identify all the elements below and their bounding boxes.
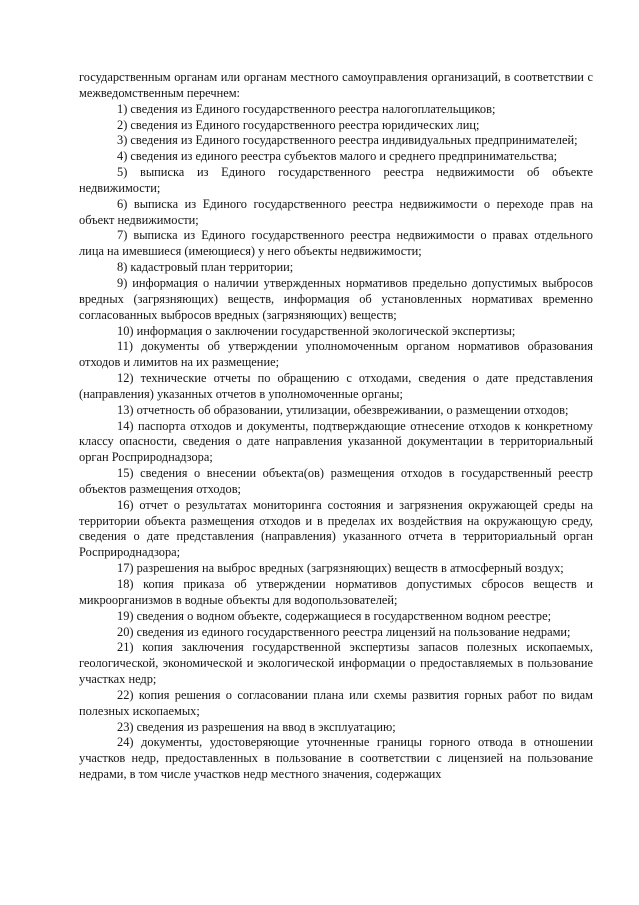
list-item-9: 9) информация о наличии утвержденных нормативов предельно допустимых выбросов вредных (загрязняющих) веществ, информация об установленных нормативах временно согласованных выбросов вредных (загрязняющих) веществ; bbox=[79, 275, 593, 322]
list-item-15: 15) сведения о внесении объекта(ов) размещения отходов в государственный реестр объектов размещения отходов; bbox=[79, 466, 593, 496]
list-item-21: 21) копия заключения государственной экспертизы запасов полезных ископаемых, геологической, экономической и экологической информации о предоставляемых в пользование участках недр; bbox=[79, 640, 593, 687]
list-item-16: 16) отчет о результатах мониторинга состояния и загрязнения окружающей среды на территории объекта размещения отходов и в пределах их воздействия на окружающую среду, сведения о дате представления (направления) указанного отчета в территориальный орган Росприроднадзора; bbox=[79, 497, 593, 560]
list-item-20: 20) сведения из единого государственного реестра лицензий на пользование недрами; bbox=[117, 624, 571, 639]
list-item-2: 2) сведения из Единого государственного реестра юридических лиц; bbox=[117, 117, 480, 132]
list-item-11: 11) документы об утверждении уполномоченным органом нормативов образования отходов и лимитов на их размещение; bbox=[79, 339, 593, 370]
list-item-18: 18) копия приказа об утверждении нормативов допустимых сбросов веществ и микроорганизмов в водные объекты для водопользователей; bbox=[79, 577, 593, 607]
list-item-14: 14) паспорта отходов и документы, подтверждающие отнесение отходов к конкретному классу опасности, сведения о дате направления указанной документации в территориальный орган Росприроднадзора; bbox=[79, 418, 593, 465]
list-item-7: 7) выписка из Единого государственного реестра недвижимости о правах отдельного лица на имевшиеся (имеющиеся) у него объекты недвижимости; bbox=[79, 228, 593, 259]
list-item-3: 3) сведения из Единого государственного реестра индивидуальных предпринимателей; bbox=[117, 133, 578, 148]
intro-paragraph: государственным органам или органам местного самоуправления организаций, в соответствии с межведомственным перечнем: bbox=[79, 70, 593, 100]
list-item-5: 5) выписка из Единого государственного реестра недвижимости об объекте недвижимости; bbox=[79, 165, 593, 195]
list-item-8: 8) кадастровый план территории; bbox=[117, 260, 294, 275]
list-item-17: 17) разрешения на выброс вредных (загрязняющих) веществ в атмосферный воздух; bbox=[117, 561, 564, 576]
list-item-23: 23) сведения из разрешения на ввод в эксплуатацию; bbox=[117, 719, 396, 734]
list-item-13: 13) отчетность об образовании, утилизации, обезвреживании, о размещении отходов; bbox=[117, 402, 569, 417]
list-item-4: 4) сведения из единого реестра субъектов малого и среднего предпринимательства; bbox=[117, 149, 558, 164]
list-item-1: 1) сведения из Единого государственного реестра налогоплательщиков; bbox=[117, 101, 496, 116]
list-item-24: 24) документы, удостоверяющие уточненные границы горного отвода в отношении участков недр, предоставленных в пользование в соответствии с лицензией на пользование недрами, в том числе участков недр местного значения, содержащих bbox=[79, 735, 593, 782]
document-page bbox=[79, 70, 593, 783]
list-item-10: 10) информация о заключении государственной экологической экспертизы; bbox=[117, 323, 516, 338]
list-item-22: 22) копия решения о согласовании плана или схемы развития горных работ по видам полезных ископаемых; bbox=[79, 687, 593, 718]
list-item-12: 12) технические отчеты по обращению с отходами, сведения о дате представления (направления) указанных отчетов в уполномоченные органы; bbox=[79, 371, 593, 401]
list-item-6: 6) выписка из Единого государственного реестра недвижимости о переходе прав на объект недвижимости; bbox=[79, 196, 593, 227]
list-item-19: 19) сведения о водном объекте, содержащиеся в государственном водном реестре; bbox=[117, 608, 552, 623]
